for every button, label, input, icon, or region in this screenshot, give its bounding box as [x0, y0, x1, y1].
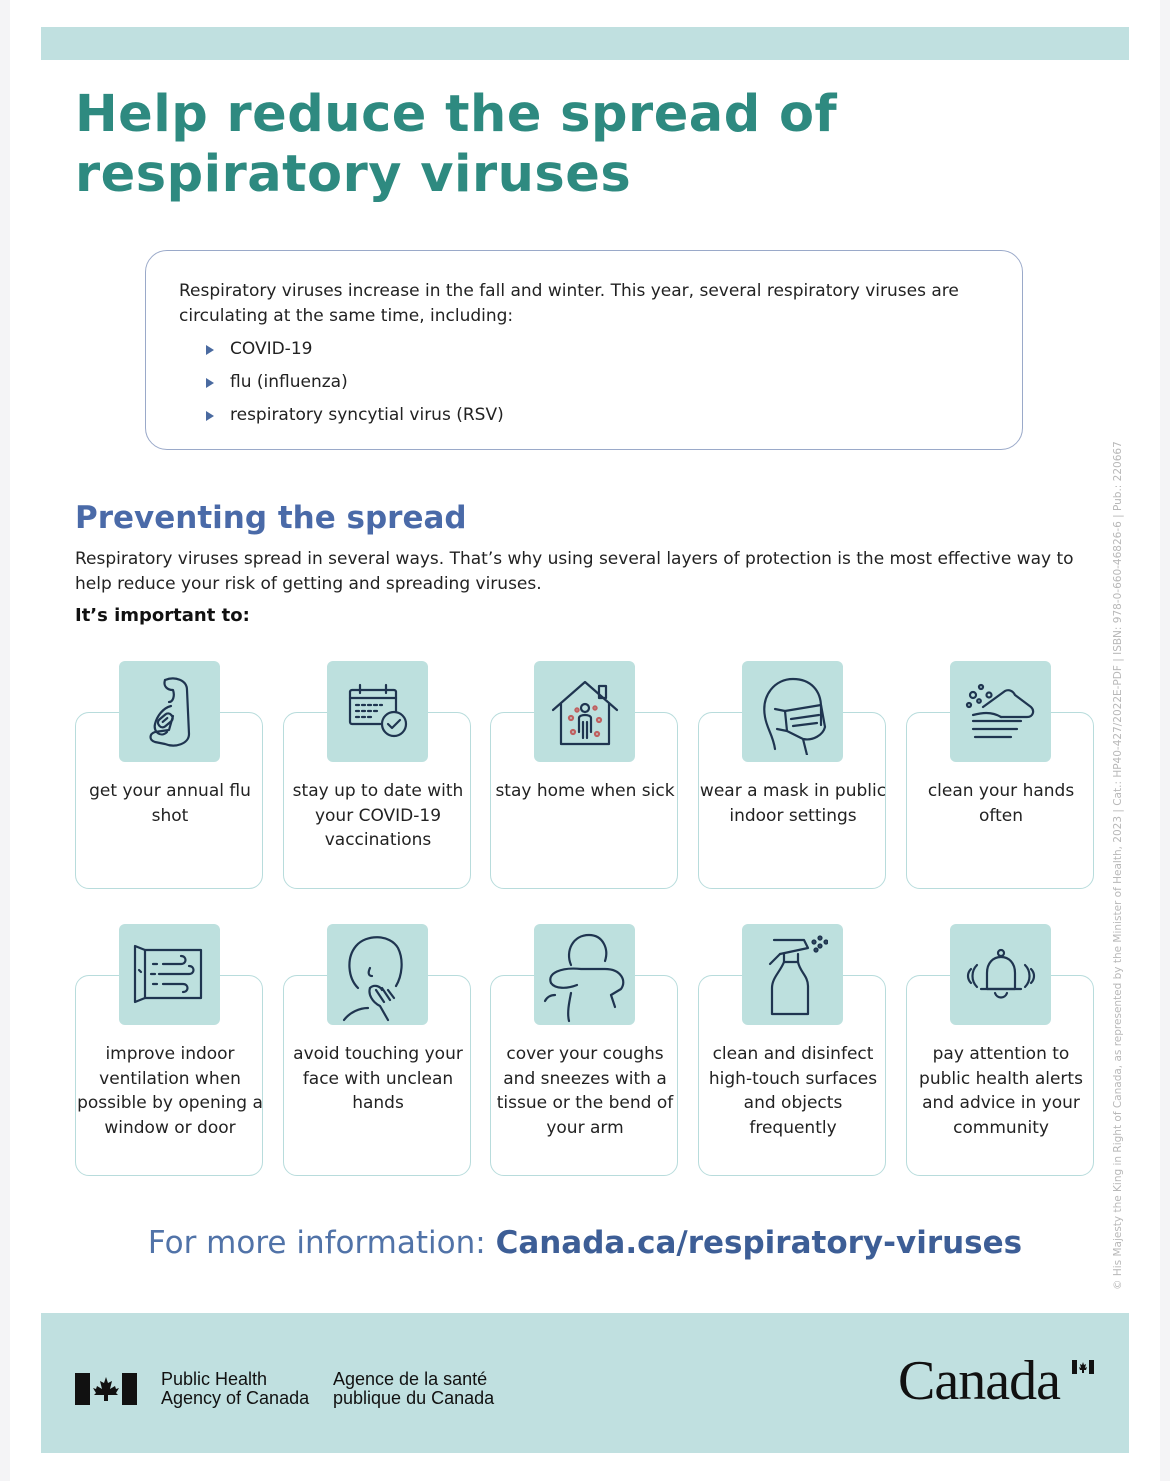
- tip-label: wear a mask in public indoor settings: [699, 781, 887, 826]
- important-label: It’s important to:: [75, 605, 250, 626]
- agency-name-en: Public Health Agency of Canada: [161, 1369, 310, 1408]
- footer: [41, 1313, 1129, 1453]
- bullet-triangle-icon: [206, 345, 214, 355]
- more-info-link[interactable]: Canada.ca/respiratory-viruses: [495, 1225, 1023, 1261]
- list-item: respiratory syncytial virus (RSV): [206, 399, 504, 432]
- spray-bottle-icon: [742, 924, 843, 1025]
- agency-name-fr: Agence de la santé publique du Canada: [333, 1369, 495, 1408]
- face-mask-icon: [742, 661, 843, 762]
- tip-label: improve indoor ventilation when possible by opening a window or door: [77, 1044, 263, 1138]
- wordmark-flag-icon: [1072, 1360, 1094, 1374]
- tip-label: avoid touching your face with unclean hands: [293, 1044, 463, 1113]
- intro-text: Respiratory viruses increase in the fall and winter. This year, several respiratory viruses are circulating at the same time, including:: [179, 281, 959, 326]
- tip-label: cover your coughs and sneezes with a tissue or the bend of your arm: [496, 1044, 674, 1138]
- bullet-triangle-icon: [206, 411, 214, 421]
- house-person-icon: [534, 661, 635, 762]
- hand-touching-face-icon: [327, 924, 428, 1025]
- list-item: COVID-19: [206, 333, 504, 366]
- flexed-arm-bandage-icon: [119, 661, 220, 762]
- top-banner: [41, 27, 1129, 60]
- tip-label: get your annual flu shot: [89, 781, 251, 826]
- section-body: Respiratory viruses spread in several ways. That’s why using several layers of protection is the most effective way to help reduce your risk of getting and spreading viruses.: [75, 549, 1074, 594]
- tip-label: pay attention to public health alerts and advice in your community: [919, 1044, 1083, 1138]
- bullet-triangle-icon: [206, 378, 214, 388]
- canada-wordmark: Canada: [898, 1350, 1060, 1412]
- open-window-icon: [119, 924, 220, 1025]
- page-title: Help reduce the spread of respiratory viruses: [75, 85, 838, 204]
- more-info: For more information: Canada.ca/respiratory-viruses: [147, 1225, 1023, 1261]
- cough-into-elbow-icon: [534, 924, 635, 1025]
- tip-label: stay home when sick: [495, 781, 675, 801]
- list-item: flu (influenza): [206, 366, 504, 399]
- tip-label: clean your hands often: [927, 781, 1075, 826]
- section-heading: Preventing the spread: [75, 500, 467, 536]
- calendar-check-icon: [327, 661, 428, 762]
- alert-bell-icon: [950, 924, 1051, 1025]
- canada-flag-icon: [75, 1373, 137, 1405]
- tip-label: clean and disinfect high-touch surfaces and objects frequently: [708, 1044, 878, 1138]
- intro-box: [145, 250, 1023, 450]
- copyright-side-text: © His Majesty the King in Right of Canada, as represented by the Minister of Health, 2023 | Cat.: HP40-427/2022E-PDF | ISBN: 978-0-660-46826-6 | Pub.: 220667: [1112, 441, 1124, 1290]
- hand-washing-icon: [950, 661, 1051, 762]
- tip-label: stay up to date with your COVID-19 vaccinations: [292, 781, 464, 850]
- virus-list: [206, 333, 504, 432]
